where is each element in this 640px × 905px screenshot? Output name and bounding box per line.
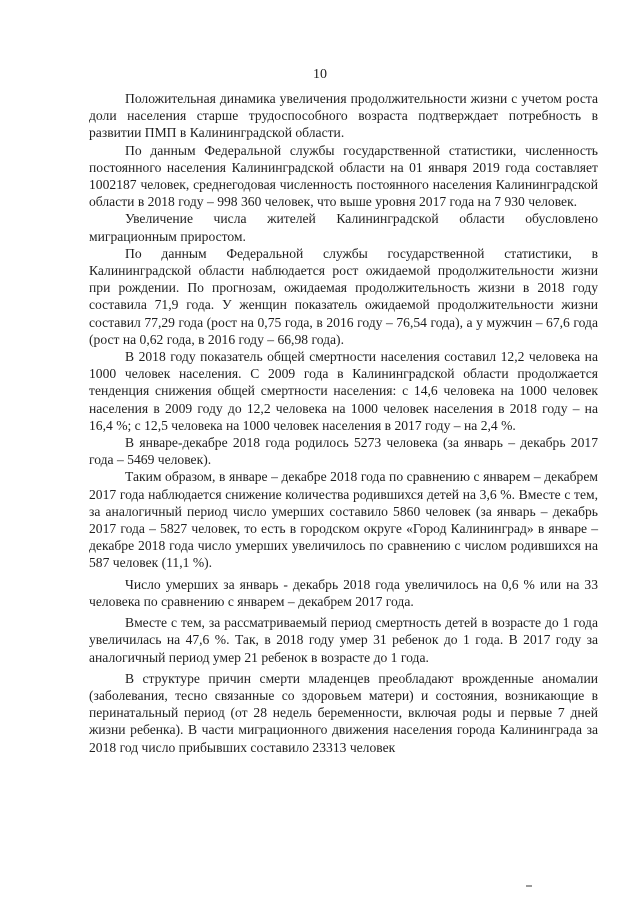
paragraph-migration-growth: Увеличение числа жителей Калининградской области обусловлено миграционным приростом. [89, 211, 598, 244]
paragraph-infant-death-causes: В структуре причин смерти младенцев преобладают врожденные аномалии (заболевания, тесно связанные со здоровьем матери) и состояния, возникающие в перинатальный период (от 28 недель беременности, включая роды и первые 7 дней жизни ребенка). В части миграционного движения населения города Калининграда за 2018 год число прибывших составило 23313 человек [89, 670, 598, 755]
paragraph-life-expectancy-dynamics: Положительная динамика увеличения продолжительности жизни с учетом роста доли населения старше трудоспособного возраста подтверждает потребность в развитии ПМП в Калининградской области. [89, 91, 598, 141]
paragraph-infant-mortality: Вместе с тем, за рассматриваемый период смертность детей в возрасте до 1 года увеличилась на 47,6 %. Так, в 2018 году умер 31 ребенок до 1 года. В 2017 году за аналогичный период умер 21 ребенок в возрасте до 1 года. [89, 615, 598, 665]
paragraph-births: В январе-декабре 2018 года родилось 5273 человека (за январь – декабрь 2017 года – 5469 человек). [89, 435, 598, 468]
paragraph-mortality: В 2018 году показатель общей смертности населения составил 12,2 человека на 1000 человек населения. С 2009 года в Калининградской области продолжается тенденция снижения общей смертности населения: с 14,6 человека на 1000 человек населения в 2009 году до 12,2 человека на 1000 человек населения в 2018 году – на 16,4 %; с 12,5 человека на 1000 человек населения в 2017 году – на 2,4 %. [89, 349, 598, 433]
page-number: 10 [313, 67, 327, 82]
paragraph-population-size: По данным Федеральной службы государственной статистики, численность постоянного населения Калининградской области на 01 января 2019 года составляет 1002187 человек, среднегодовая численность постоянного населения Калининградской области в 2018 году – 998 360 человек, что выше уровня 2017 года на 7 930 человек. [89, 142, 598, 210]
paragraph-life-expectancy-stats: По данным Федеральной службы государственной статистики, в Калининградской области наблюдается рост ожидаемой продолжительности жизни при рождении. По прогнозам, ожидаемая продолжительность жизни в 2018 году составила 71,9 года. У женщин показатель ожидаемой продолжительности жизни составил 77,29 года (рост на 0,75 года, в 2016 году – 76,54 года), а у мужчин – 67,6 года (рост на 0,62 года, в 2016 году – 66,98 года). [89, 245, 598, 347]
paragraph-deaths-increase: Число умерших за январь - декабрь 2018 года увеличилось на 0,6 % или на 33 человека по сравнению с январем – декабрем 2017 года. [89, 576, 598, 609]
body-text [89, 90, 598, 756]
paragraph-birth-decline: Таким образом, в январе – декабре 2018 года по сравнению с январем – декабрем 2017 года наблюдается снижение количества родившихся детей на 3,6 %. Вместе с тем, за аналогичный период число умерших составило 5860 человек (за январь – декабрь 2017 года – 5827 человек, то есть в городском округе «Город Калининград» в январе – декабре 2018 года число умерших увеличилось по сравнению с числом родившихся на 587 человек (11,1 %). [89, 469, 598, 571]
scan-mark [526, 885, 532, 887]
